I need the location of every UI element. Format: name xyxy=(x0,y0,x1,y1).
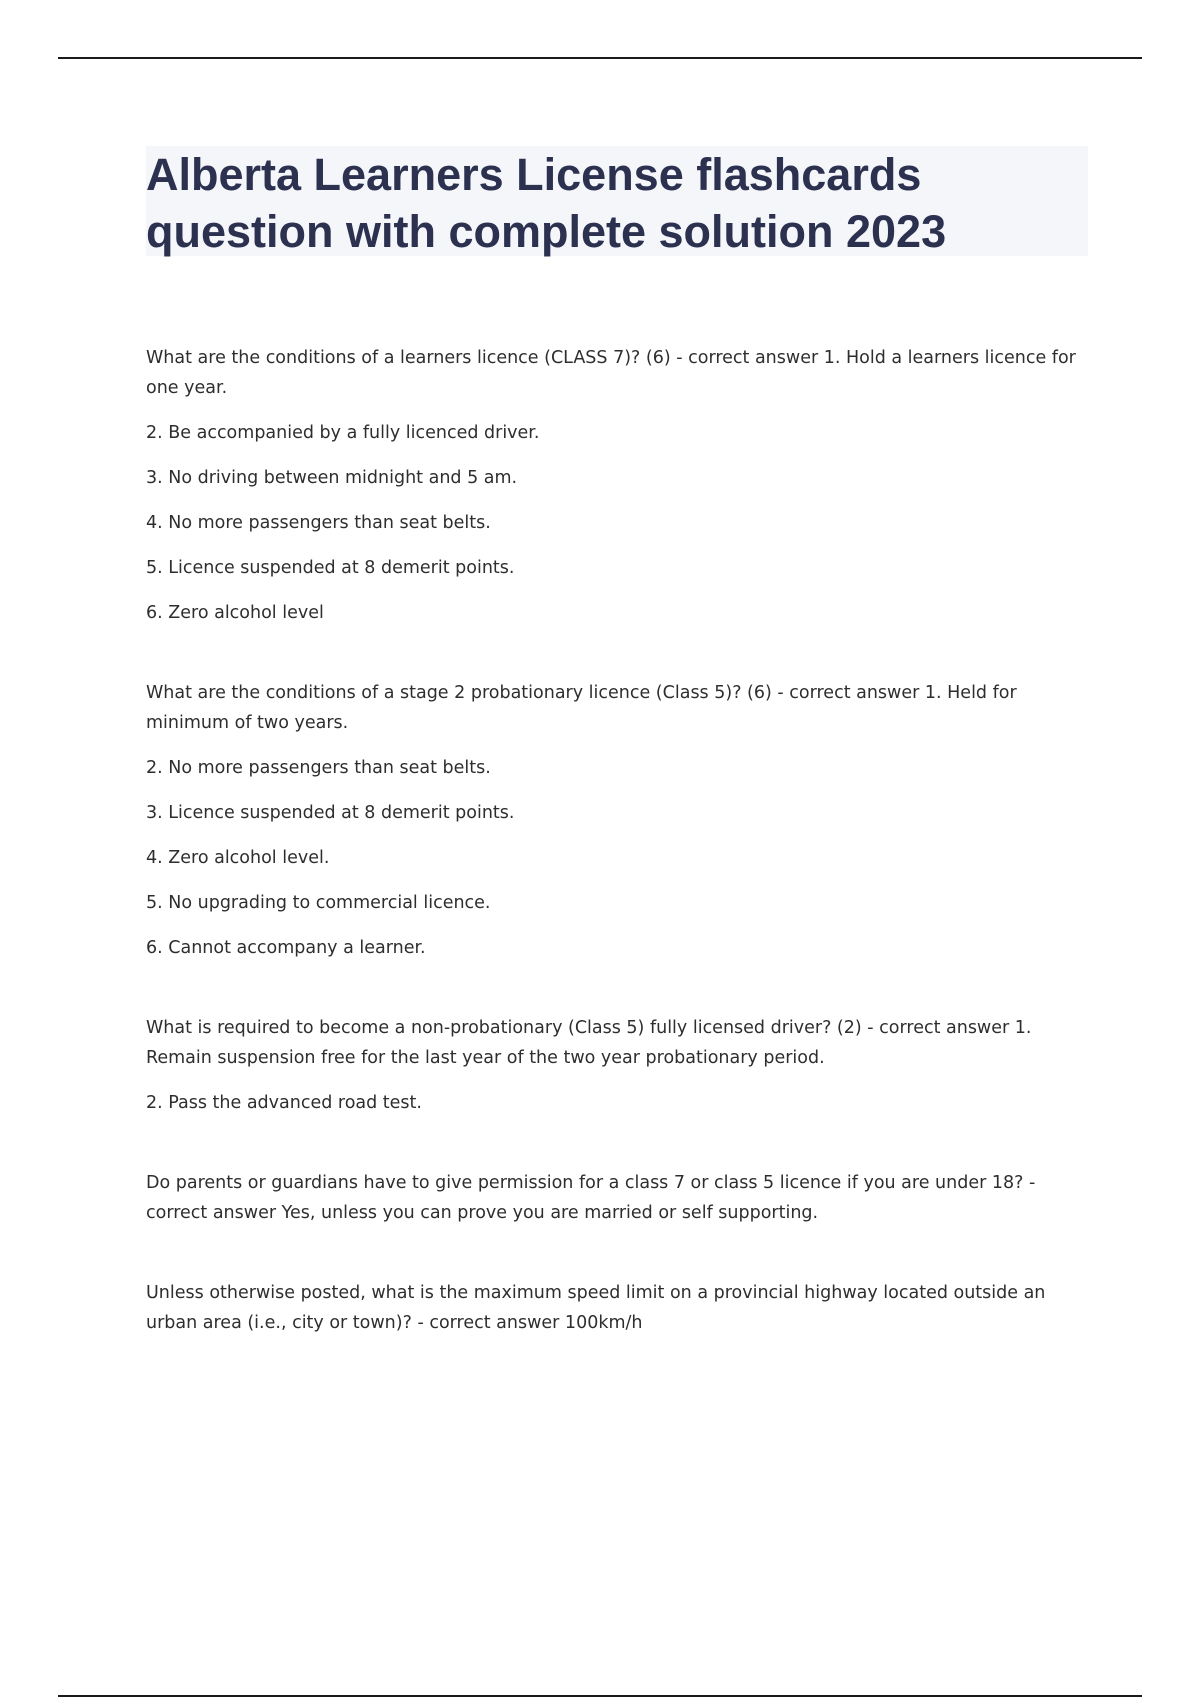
flashcard-3 xyxy=(146,1013,1096,1118)
flashcard-4 xyxy=(146,1168,1096,1228)
flashcard-answer-item: 5. Licence suspended at 8 demerit points. xyxy=(146,558,515,578)
flashcard-answer-item: 3. No driving between midnight and 5 am. xyxy=(146,468,518,488)
flashcard-question: What is required to become a non-probationary (Class 5) fully licensed driver? (2) - correct answer 1. Remain suspension free for the last year of the two year probationary period. xyxy=(146,1018,1032,1068)
flashcard-answer-item: 4. Zero alcohol level. xyxy=(146,848,330,868)
flashcard-1 xyxy=(146,343,1096,628)
flashcard-answer-item: 5. No upgrading to commercial licence. xyxy=(146,893,491,913)
flashcard-answer-item: 6. Cannot accompany a learner. xyxy=(146,938,426,958)
flashcard-answer-item: 6. Zero alcohol level xyxy=(146,603,324,623)
flashcard-question: Unless otherwise posted, what is the maximum speed limit on a provincial highway located outside an urban area (i.e., city or town)? - correct answer 100km/h xyxy=(146,1283,1046,1333)
flashcard-answer-item: 2. No more passengers than seat belts. xyxy=(146,758,491,778)
title-banner xyxy=(146,146,1088,256)
flashcard-answer-item: 3. Licence suspended at 8 demerit points. xyxy=(146,803,515,823)
flashcard-list xyxy=(146,343,1096,1338)
flashcard-question: What are the conditions of a learners licence (CLASS 7)? (6) - correct answer 1. Hold a learners licence for one year. xyxy=(146,348,1076,398)
flashcard-answer-item: 2. Pass the advanced road test. xyxy=(146,1093,422,1113)
flashcard-answer-item: 2. Be accompanied by a fully licenced driver. xyxy=(146,423,540,443)
bottom-rule xyxy=(58,1695,1142,1697)
flashcard-question: Do parents or guardians have to give permission for a class 7 or class 5 licence if you are under 18? - correct answer Yes, unless you can prove you are married or self supporting. xyxy=(146,1173,1036,1223)
document-title: Alberta Learners License flashcards question with complete solution 2023 xyxy=(146,149,947,257)
top-rule xyxy=(58,57,1142,59)
flashcard-question: What are the conditions of a stage 2 probationary licence (Class 5)? (6) - correct answer 1. Held for minimum of two years. xyxy=(146,683,1017,733)
flashcard-2 xyxy=(146,678,1096,963)
flashcard-5 xyxy=(146,1278,1096,1338)
flashcard-answer-item: 4. No more passengers than seat belts. xyxy=(146,513,491,533)
